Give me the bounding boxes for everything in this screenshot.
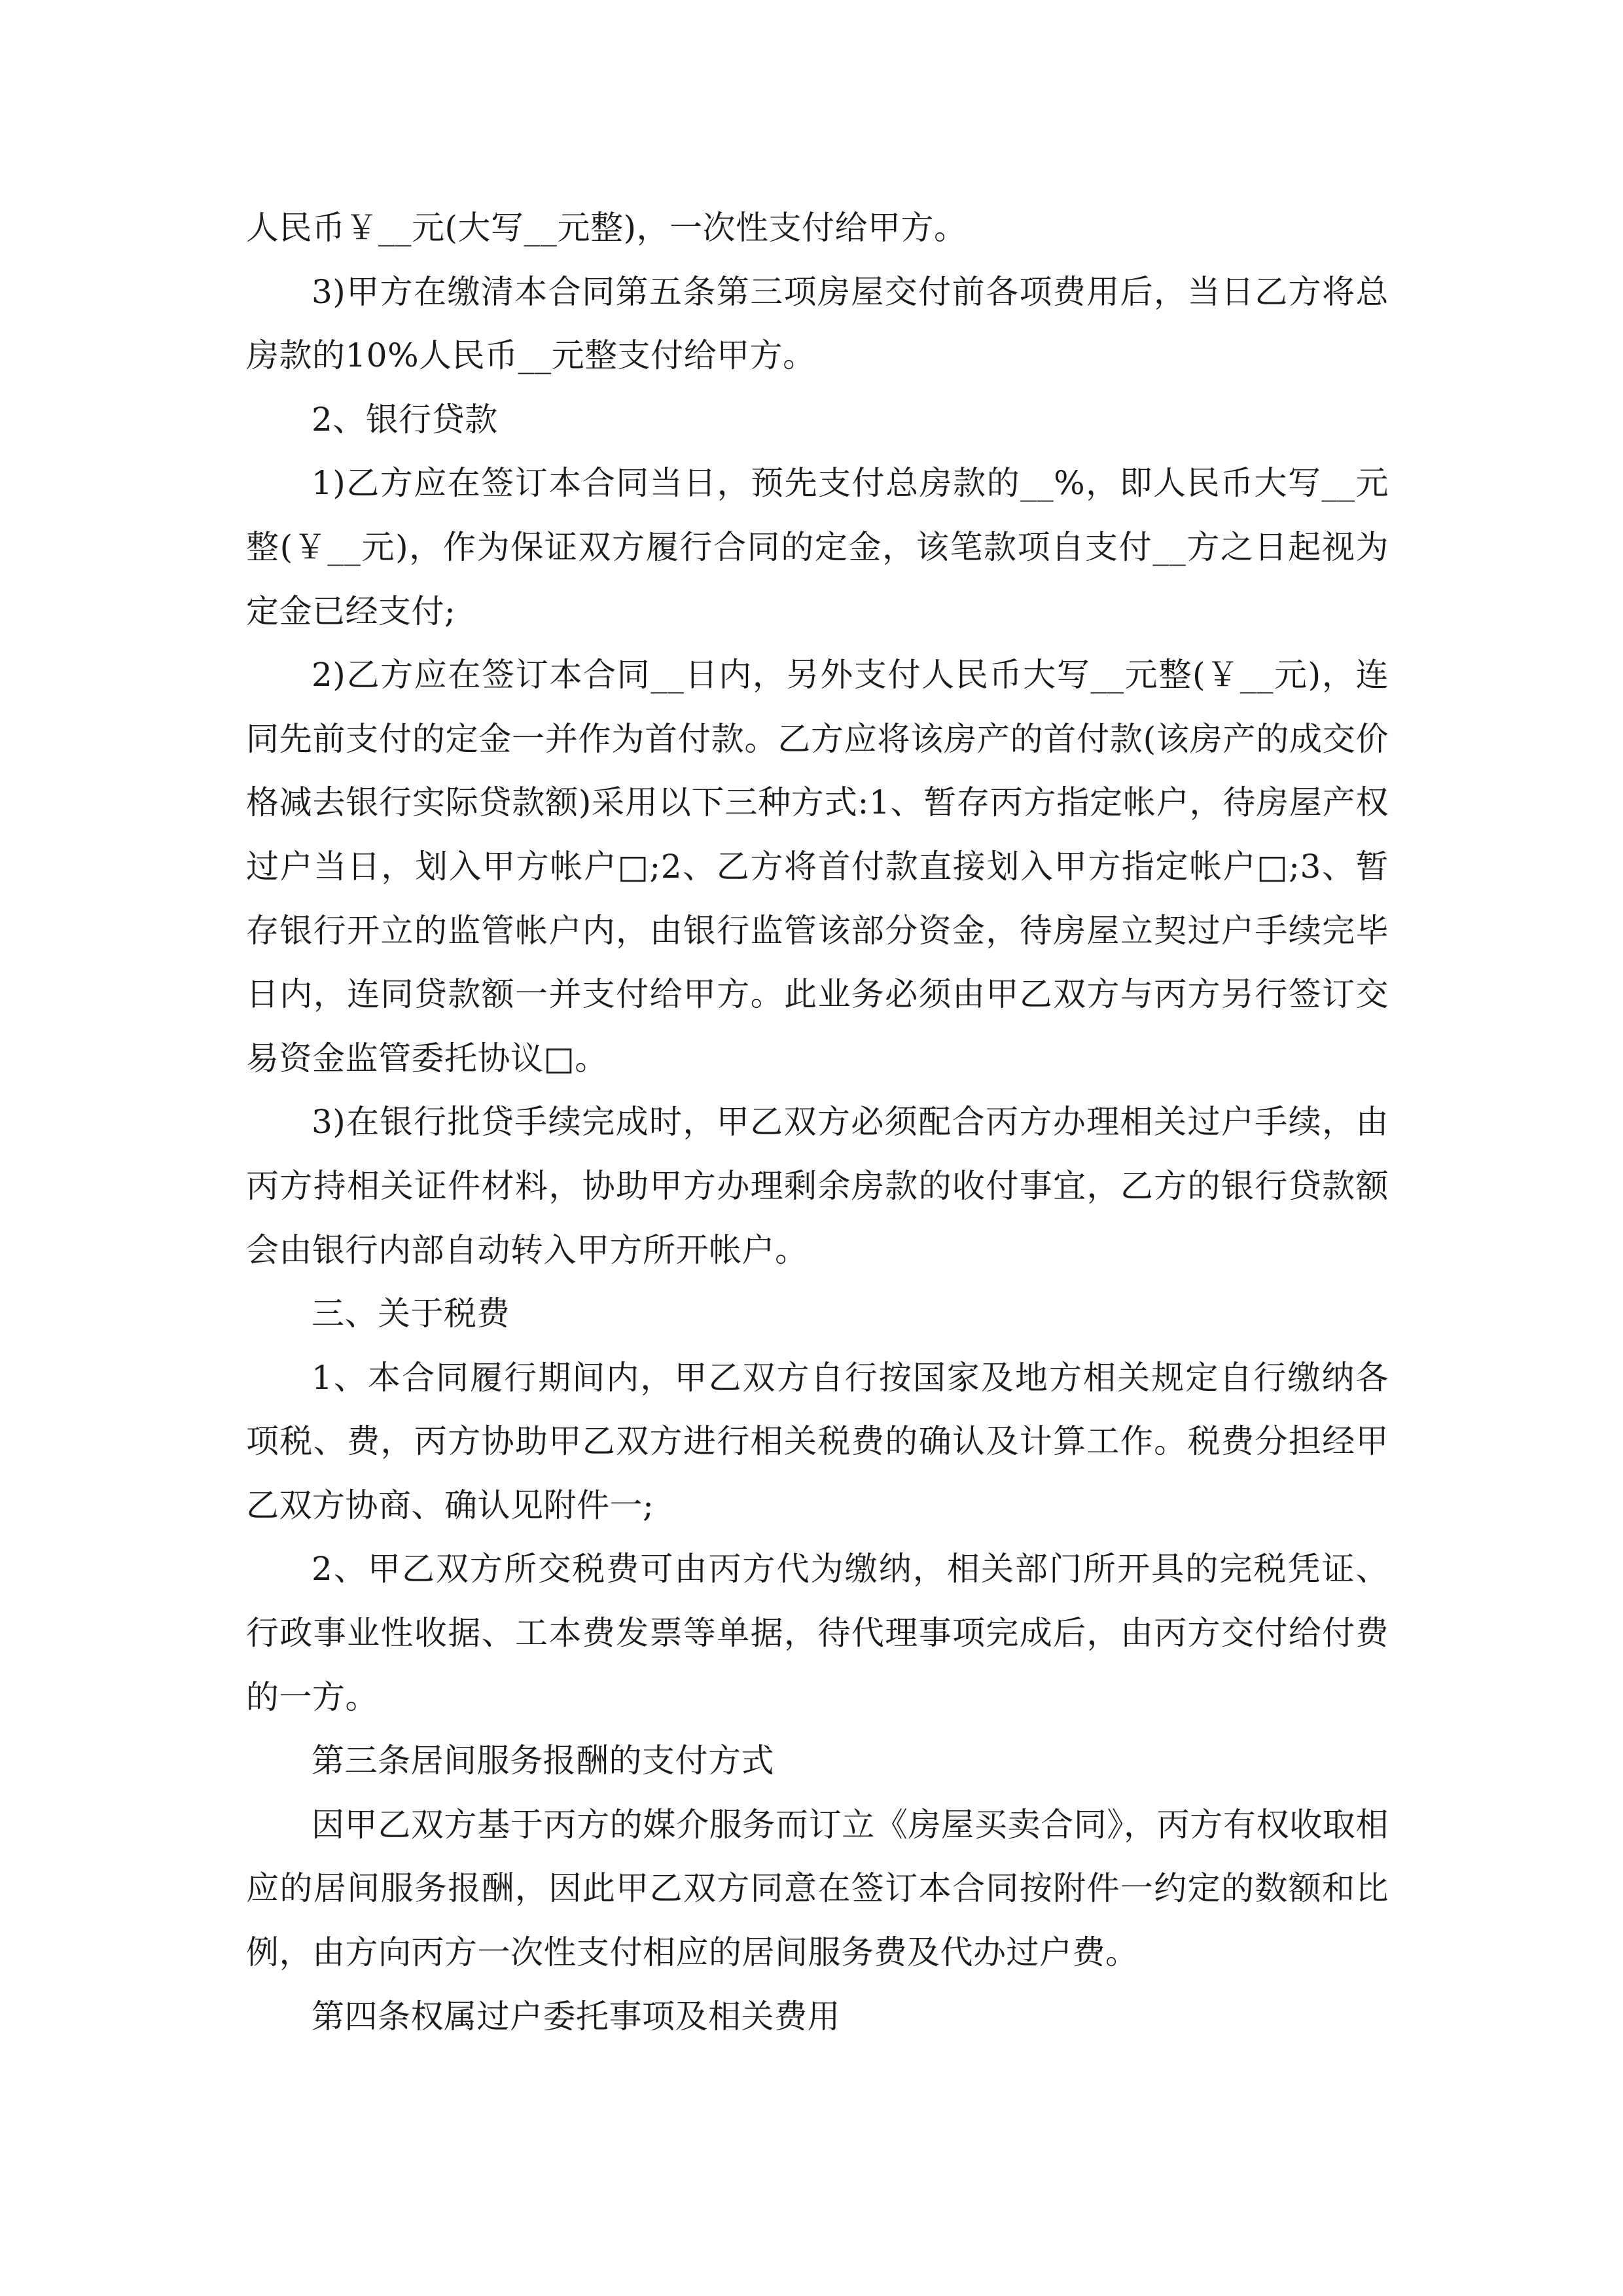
paragraph-loan-item-3: 3)在银行批贷手续完成时，甲乙双方必须配合丙方办理相关过户手续，由丙方持相关证件材料，协助甲方办理剩余房款的收付事宜，乙方的银行贷款额会由银行内部自动转入甲方所开帐户。 xyxy=(246,1103,1389,1269)
paragraph-tax-item-2: 2、甲乙双方所交税费可由丙方代为缴纳，相关部门所开具的完税凭证、行政事业性收据、工本费发票等单据，待代理事项完成后，由丙方交付给付费的一方。 xyxy=(246,1550,1389,1716)
paragraph-loan-item-1: 1)乙方应在签订本合同当日，预先支付总房款的__%，即人民币大写__元整(￥__元)，作为保证双方履行合同的定金，该笔款项自支付__方之日起视为定金已经支付; xyxy=(246,464,1389,630)
paragraph-article-3-body: 因甲乙双方基于丙方的媒介服务而订立《房屋买卖合同》，丙方有权收取相应的居间服务报酬，因此甲乙双方同意在签订本合同按附件一约定的数额和比例，由方向丙方一次性支付相应的居间服务费及代办过户费。 xyxy=(246,1805,1389,1972)
paragraph-loan-item-2: 2)乙方应在签订本合同__日内，另外支付人民币大写__元整(￥__元)，连同先前支付的定金一并作为首付款。乙方应将该房产的首付款(该房产的成交价格减去银行实际贷款额)采用以下三种方式:1、暂存丙方指定帐户，待房屋产权过户当日，划入甲方帐户□;2、乙方将首付款直接划入甲方指定帐户□;3、暂存银行开立的监管帐户内，由银行监管该部分资金，待房屋立契过户手续完毕日内，连同贷款额一并支付给甲方。此业务必须由甲乙双方与丙方另行签订交易资金监管委托协议□。 xyxy=(246,656,1389,1077)
section-heading-taxes: 三、关于税费 xyxy=(312,1295,510,1333)
paragraph-payment-lump-sum: 人民币￥__元(大写__元整)，一次性支付给甲方。 xyxy=(246,209,967,247)
article-heading-3: 第三条居间服务报酬的支付方式 xyxy=(312,1742,774,1780)
paragraph-item-3-balance: 3)甲方在缴清本合同第五条第三项房屋交付前各项费用后，当日乙方将总房款的10%人民币__元整支付给甲方。 xyxy=(246,272,1389,375)
section-heading-bank-loan: 2、银行贷款 xyxy=(312,400,498,439)
document-body xyxy=(246,196,1389,2049)
article-heading-4: 第四条权属过户委托事项及相关费用 xyxy=(312,1997,840,2036)
paragraph-tax-item-1: 1、本合同履行期间内，甲乙双方自行按国家及地方相关规定自行缴纳各项税、费，丙方协助甲乙双方进行相关税费的确认及计算工作。税费分担经甲乙双方协商、确认见附件一; xyxy=(246,1358,1389,1524)
